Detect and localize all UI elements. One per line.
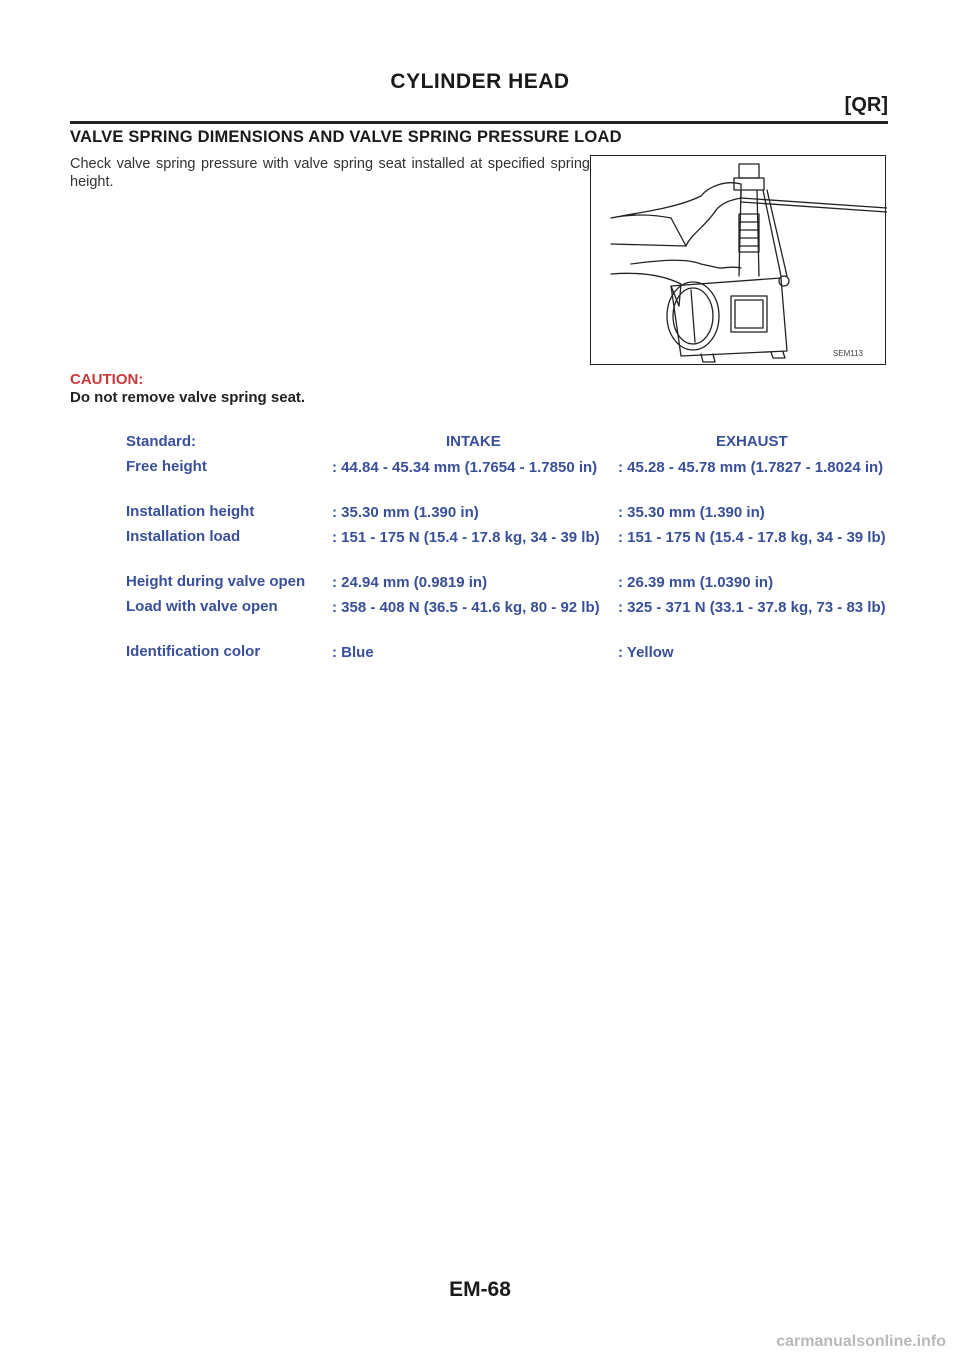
- spring-tester-illustration: [590, 155, 886, 365]
- spec-exhaust-value: : 45.28 - 45.78 mm (1.7827 - 1.8024 in): [618, 459, 884, 476]
- spec-intake-value: : 358 - 408 N (36.5 - 41.6 kg, 80 - 92 lb): [332, 599, 600, 616]
- spec-intake-value: : 24.94 mm (0.9819 in): [332, 574, 488, 591]
- spec-exhaust-value: : 26.39 mm (1.0390 in): [618, 574, 774, 591]
- engine-tag: [QR]: [844, 94, 888, 116]
- page-title: CYLINDER HEAD: [390, 70, 570, 93]
- header-divider: [70, 121, 888, 124]
- spec-label: Installation height: [126, 503, 255, 520]
- spec-intake-value: : 35.30 mm (1.390 in): [332, 504, 479, 521]
- intro-paragraph: Check valve spring pressure with valve spring seat installed at specified spring height.: [70, 156, 590, 190]
- spec-label: Installation load: [126, 528, 241, 545]
- spring-tester-drawing: [591, 156, 887, 366]
- spec-exhaust-value: : Yellow: [618, 644, 674, 661]
- intake-header: INTAKE: [446, 433, 501, 450]
- spec-exhaust-value: : 151 - 175 N (15.4 - 17.8 kg, 34 - 39 lb): [618, 529, 886, 546]
- caution-text: Do not remove valve spring seat.: [70, 389, 306, 406]
- section-title: VALVE SPRING DIMENSIONS AND VALVE SPRING PRESSURE LOAD: [70, 128, 622, 146]
- figure-code: SEM113: [832, 349, 863, 358]
- spec-exhaust-value: : 325 - 371 N (33.1 - 37.8 kg, 73 - 83 lb): [618, 599, 886, 616]
- spec-label: Identification color: [126, 643, 261, 660]
- spec-intake-value: : 151 - 175 N (15.4 - 17.8 kg, 34 - 39 lb): [332, 529, 600, 546]
- spec-exhaust-value: : 35.30 mm (1.390 in): [618, 504, 765, 521]
- caution-label: CAUTION:: [70, 371, 144, 388]
- spec-label: Free height: [126, 458, 207, 475]
- page-number: EM-68: [449, 1278, 511, 1301]
- spec-label: Load with valve open: [126, 598, 278, 615]
- spec-intake-value: : 44.84 - 45.34 mm (1.7654 - 1.7850 in): [332, 459, 598, 476]
- watermark: carmanualsonline.info: [776, 1333, 946, 1350]
- standard-label: Standard:: [126, 433, 197, 450]
- exhaust-header: EXHAUST: [716, 433, 788, 450]
- spec-label: Height during valve open: [126, 573, 306, 590]
- spec-intake-value: : Blue: [332, 644, 374, 661]
